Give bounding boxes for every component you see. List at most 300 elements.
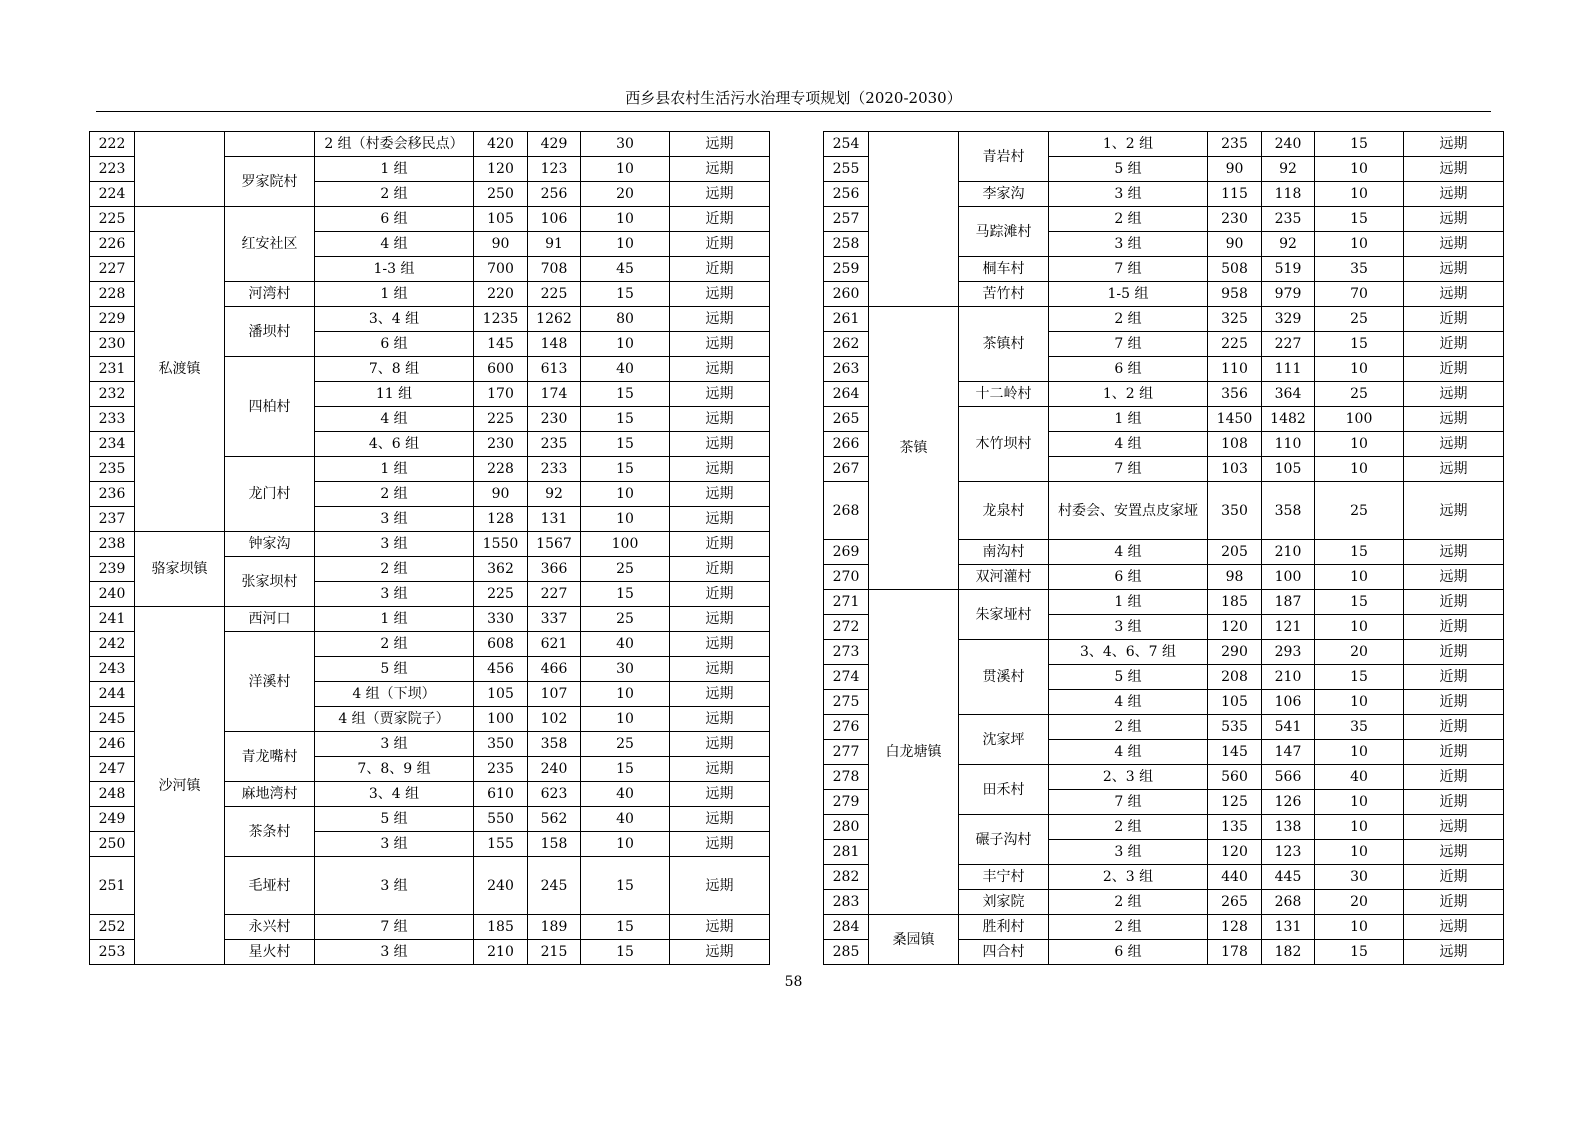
value-c-cell: 30 — [1315, 865, 1404, 890]
row-number-cell: 278 — [824, 765, 869, 790]
value-c-cell: 15 — [581, 407, 670, 432]
value-c-cell: 40 — [581, 782, 670, 807]
value-c-cell: 10 — [1315, 615, 1404, 640]
village-cell: 马踪滩村 — [959, 207, 1049, 257]
group-cell: 2 组 — [315, 482, 474, 507]
group-cell: 4 组（贾家院子） — [315, 707, 474, 732]
value-b-cell: 621 — [528, 632, 581, 657]
group-cell: 11 组 — [315, 382, 474, 407]
row-number-cell: 234 — [90, 432, 135, 457]
value-a-cell: 240 — [474, 857, 528, 915]
village-cell: 丰宁村 — [959, 865, 1049, 890]
value-a-cell: 155 — [474, 832, 528, 857]
value-c-cell: 15 — [581, 582, 670, 607]
town-cell — [135, 132, 225, 207]
value-a-cell: 420 — [474, 132, 528, 157]
village-cell: 苦竹村 — [959, 282, 1049, 307]
row-number-cell: 226 — [90, 232, 135, 257]
row-number-cell: 248 — [90, 782, 135, 807]
period-cell: 远期 — [1404, 257, 1504, 282]
value-c-cell: 10 — [581, 682, 670, 707]
group-cell: 6 组 — [315, 207, 474, 232]
group-cell: 7 组 — [1049, 332, 1208, 357]
group-cell: 4 组 — [315, 232, 474, 257]
village-cell: 李家沟 — [959, 182, 1049, 207]
period-cell: 远期 — [1404, 457, 1504, 482]
village-cell: 毛垭村 — [225, 857, 315, 915]
row-number-cell: 264 — [824, 382, 869, 407]
row-number-cell: 271 — [824, 590, 869, 615]
town-cell: 沙河镇 — [135, 607, 225, 965]
value-c-cell: 10 — [1315, 840, 1404, 865]
value-b-cell: 158 — [528, 832, 581, 857]
row-number-cell: 282 — [824, 865, 869, 890]
village-cell: 桐车村 — [959, 257, 1049, 282]
row-number-cell: 255 — [824, 157, 869, 182]
period-cell: 近期 — [1404, 865, 1504, 890]
village-cell: 田禾村 — [959, 765, 1049, 815]
value-c-cell: 100 — [1315, 407, 1404, 432]
value-b-cell: 111 — [1262, 357, 1315, 382]
row-number-cell: 239 — [90, 557, 135, 582]
row-number-cell: 280 — [824, 815, 869, 840]
group-cell: 4、6 组 — [315, 432, 474, 457]
village-cell: 麻地湾村 — [225, 782, 315, 807]
town-cell: 桑园镇 — [869, 915, 959, 965]
group-cell: 2、3 组 — [1049, 865, 1208, 890]
value-c-cell: 15 — [1315, 540, 1404, 565]
group-cell: 3 组 — [1049, 615, 1208, 640]
value-b-cell: 1482 — [1262, 407, 1315, 432]
period-cell: 远期 — [1404, 157, 1504, 182]
page-number: 58 — [784, 974, 803, 990]
group-cell: 7 组 — [1049, 257, 1208, 282]
period-cell: 远期 — [670, 807, 770, 832]
value-b-cell: 445 — [1262, 865, 1315, 890]
group-cell: 2 组 — [1049, 915, 1208, 940]
period-cell: 远期 — [670, 857, 770, 915]
value-b-cell: 131 — [528, 507, 581, 532]
group-cell: 3 组 — [1049, 840, 1208, 865]
value-c-cell: 15 — [581, 382, 670, 407]
period-cell: 远期 — [670, 357, 770, 382]
value-a-cell: 110 — [1208, 357, 1262, 382]
period-cell: 近期 — [670, 257, 770, 282]
value-a-cell: 225 — [1208, 332, 1262, 357]
value-a-cell: 185 — [1208, 590, 1262, 615]
value-b-cell: 174 — [528, 382, 581, 407]
value-c-cell: 15 — [581, 857, 670, 915]
group-cell: 1 组 — [1049, 590, 1208, 615]
row-number-cell: 265 — [824, 407, 869, 432]
period-cell: 近期 — [1404, 615, 1504, 640]
group-cell: 1-5 组 — [1049, 282, 1208, 307]
row-number-cell: 277 — [824, 740, 869, 765]
value-b-cell: 123 — [528, 157, 581, 182]
value-c-cell: 10 — [581, 332, 670, 357]
group-cell: 7 组 — [1049, 457, 1208, 482]
row-number-cell: 228 — [90, 282, 135, 307]
row-number-cell: 245 — [90, 707, 135, 732]
period-cell: 远期 — [670, 657, 770, 682]
period-cell: 远期 — [670, 607, 770, 632]
group-cell: 3 组 — [315, 507, 474, 532]
value-b-cell: 110 — [1262, 432, 1315, 457]
value-c-cell: 15 — [1315, 590, 1404, 615]
value-a-cell: 120 — [474, 157, 528, 182]
value-c-cell: 35 — [1315, 715, 1404, 740]
period-cell: 远期 — [670, 832, 770, 857]
row-number-cell: 230 — [90, 332, 135, 357]
value-b-cell: 227 — [1262, 332, 1315, 357]
value-b-cell: 240 — [528, 757, 581, 782]
table-row — [824, 132, 1504, 157]
value-b-cell: 1262 — [528, 307, 581, 332]
village-cell: 青龙嘴村 — [225, 732, 315, 782]
group-cell: 4 组 — [1049, 740, 1208, 765]
value-c-cell: 10 — [1315, 432, 1404, 457]
value-b-cell: 92 — [528, 482, 581, 507]
period-cell: 近期 — [1404, 332, 1504, 357]
row-number-cell: 275 — [824, 690, 869, 715]
table-row — [90, 532, 770, 557]
value-b-cell: 708 — [528, 257, 581, 282]
value-a-cell: 125 — [1208, 790, 1262, 815]
group-cell: 3 组 — [1049, 232, 1208, 257]
period-cell: 远期 — [1404, 565, 1504, 590]
value-a-cell: 225 — [474, 407, 528, 432]
row-number-cell: 279 — [824, 790, 869, 815]
value-b-cell: 235 — [528, 432, 581, 457]
value-a-cell: 105 — [474, 682, 528, 707]
value-c-cell: 15 — [581, 915, 670, 940]
value-a-cell: 535 — [1208, 715, 1262, 740]
period-cell: 近期 — [1404, 765, 1504, 790]
value-b-cell: 106 — [1262, 690, 1315, 715]
value-b-cell: 105 — [1262, 457, 1315, 482]
value-a-cell: 325 — [1208, 307, 1262, 332]
group-cell: 2 组 — [315, 632, 474, 657]
value-c-cell: 30 — [581, 657, 670, 682]
group-cell: 3 组 — [315, 532, 474, 557]
group-cell: 5 组 — [1049, 665, 1208, 690]
value-b-cell: 366 — [528, 557, 581, 582]
value-a-cell: 220 — [474, 282, 528, 307]
value-c-cell: 15 — [581, 940, 670, 965]
group-cell: 2 组（村委会移民点） — [315, 132, 474, 157]
town-cell: 骆家坝镇 — [135, 532, 225, 607]
row-number-cell: 261 — [824, 307, 869, 332]
group-cell: 7 组 — [1049, 790, 1208, 815]
table-row — [824, 590, 1504, 615]
value-c-cell: 70 — [1315, 282, 1404, 307]
group-cell: 村委会、安置点皮家垭 — [1049, 482, 1208, 540]
value-a-cell: 600 — [474, 357, 528, 382]
row-number-cell: 223 — [90, 157, 135, 182]
village-cell: 十二岭村 — [959, 382, 1049, 407]
left-data-table — [89, 131, 770, 965]
value-b-cell: 147 — [1262, 740, 1315, 765]
value-b-cell: 123 — [1262, 840, 1315, 865]
period-cell: 远期 — [670, 432, 770, 457]
value-a-cell: 120 — [1208, 840, 1262, 865]
village-cell: 红安社区 — [225, 207, 315, 282]
row-number-cell: 263 — [824, 357, 869, 382]
period-cell: 远期 — [670, 182, 770, 207]
value-a-cell: 230 — [474, 432, 528, 457]
group-cell: 7 组 — [315, 915, 474, 940]
row-number-cell: 251 — [90, 857, 135, 915]
value-a-cell: 362 — [474, 557, 528, 582]
value-a-cell: 350 — [474, 732, 528, 757]
row-number-cell: 231 — [90, 357, 135, 382]
period-cell: 远期 — [1404, 382, 1504, 407]
town-cell: 茶镇 — [869, 307, 959, 590]
village-cell: 贯溪村 — [959, 640, 1049, 715]
row-number-cell: 225 — [90, 207, 135, 232]
group-cell: 2 组 — [1049, 815, 1208, 840]
village-cell: 四柏村 — [225, 357, 315, 457]
value-a-cell: 1550 — [474, 532, 528, 557]
period-cell: 远期 — [1404, 815, 1504, 840]
value-b-cell: 148 — [528, 332, 581, 357]
value-b-cell: 566 — [1262, 765, 1315, 790]
header-rule — [96, 111, 1491, 112]
value-a-cell: 170 — [474, 382, 528, 407]
row-number-cell: 254 — [824, 132, 869, 157]
value-c-cell: 10 — [1315, 915, 1404, 940]
value-a-cell: 90 — [474, 482, 528, 507]
period-cell: 远期 — [1404, 207, 1504, 232]
group-cell: 1、2 组 — [1049, 132, 1208, 157]
value-b-cell: 293 — [1262, 640, 1315, 665]
value-c-cell: 100 — [581, 532, 670, 557]
value-c-cell: 35 — [1315, 257, 1404, 282]
row-number-cell: 232 — [90, 382, 135, 407]
period-cell: 远期 — [670, 732, 770, 757]
value-c-cell: 20 — [1315, 640, 1404, 665]
row-number-cell: 244 — [90, 682, 135, 707]
village-cell: 南沟村 — [959, 540, 1049, 565]
village-cell: 西河口 — [225, 607, 315, 632]
period-cell: 远期 — [670, 457, 770, 482]
value-c-cell: 10 — [581, 207, 670, 232]
value-a-cell: 330 — [474, 607, 528, 632]
value-c-cell: 20 — [1315, 890, 1404, 915]
group-cell: 3 组 — [315, 732, 474, 757]
value-c-cell: 25 — [581, 557, 670, 582]
value-a-cell: 98 — [1208, 565, 1262, 590]
value-c-cell: 10 — [1315, 565, 1404, 590]
row-number-cell: 259 — [824, 257, 869, 282]
row-number-cell: 274 — [824, 665, 869, 690]
village-cell: 朱家垭村 — [959, 590, 1049, 640]
value-a-cell: 958 — [1208, 282, 1262, 307]
value-c-cell: 25 — [1315, 382, 1404, 407]
period-cell: 远期 — [670, 307, 770, 332]
period-cell: 远期 — [670, 132, 770, 157]
row-number-cell: 247 — [90, 757, 135, 782]
value-a-cell: 105 — [1208, 690, 1262, 715]
group-cell: 3 组 — [315, 940, 474, 965]
value-b-cell: 107 — [528, 682, 581, 707]
row-number-cell: 246 — [90, 732, 135, 757]
value-b-cell: 562 — [528, 807, 581, 832]
row-number-cell: 267 — [824, 457, 869, 482]
row-number-cell: 252 — [90, 915, 135, 940]
row-number-cell: 237 — [90, 507, 135, 532]
village-cell: 碾子沟村 — [959, 815, 1049, 865]
page-header-title: 西乡县农村生活污水治理专项规划（2020-2030） — [625, 89, 962, 107]
value-a-cell: 1450 — [1208, 407, 1262, 432]
value-b-cell: 466 — [528, 657, 581, 682]
value-a-cell: 250 — [474, 182, 528, 207]
period-cell: 近期 — [1404, 357, 1504, 382]
group-cell: 2 组 — [1049, 307, 1208, 332]
value-c-cell: 10 — [581, 157, 670, 182]
value-a-cell: 235 — [1208, 132, 1262, 157]
value-c-cell: 10 — [1315, 690, 1404, 715]
period-cell: 远期 — [670, 482, 770, 507]
row-number-cell: 236 — [90, 482, 135, 507]
period-cell: 远期 — [670, 707, 770, 732]
village-cell: 永兴村 — [225, 915, 315, 940]
value-a-cell: 550 — [474, 807, 528, 832]
group-cell: 1、2 组 — [1049, 382, 1208, 407]
value-c-cell: 40 — [1315, 765, 1404, 790]
value-c-cell: 40 — [581, 357, 670, 382]
row-number-cell: 273 — [824, 640, 869, 665]
row-number-cell: 224 — [90, 182, 135, 207]
value-c-cell: 15 — [581, 432, 670, 457]
town-cell: 私渡镇 — [135, 207, 225, 532]
row-number-cell: 276 — [824, 715, 869, 740]
row-number-cell: 227 — [90, 257, 135, 282]
value-a-cell: 120 — [1208, 615, 1262, 640]
village-cell: 钟家沟 — [225, 532, 315, 557]
value-c-cell: 15 — [581, 757, 670, 782]
value-b-cell: 235 — [1262, 207, 1315, 232]
row-number-cell: 243 — [90, 657, 135, 682]
value-c-cell: 30 — [581, 132, 670, 157]
group-cell: 1 组 — [315, 457, 474, 482]
value-b-cell: 979 — [1262, 282, 1315, 307]
table-row — [824, 307, 1504, 332]
table-row — [90, 132, 770, 157]
group-cell: 5 组 — [315, 807, 474, 832]
value-b-cell: 613 — [528, 357, 581, 382]
period-cell: 远期 — [670, 682, 770, 707]
row-number-cell: 233 — [90, 407, 135, 432]
group-cell: 1 组 — [315, 282, 474, 307]
right-data-table — [823, 131, 1504, 965]
value-b-cell: 541 — [1262, 715, 1315, 740]
value-c-cell: 15 — [1315, 132, 1404, 157]
value-b-cell: 102 — [528, 707, 581, 732]
value-c-cell: 15 — [1315, 332, 1404, 357]
period-cell: 远期 — [670, 915, 770, 940]
value-b-cell: 106 — [528, 207, 581, 232]
village-cell: 茶镇村 — [959, 307, 1049, 382]
row-number-cell: 269 — [824, 540, 869, 565]
row-number-cell: 260 — [824, 282, 869, 307]
row-number-cell: 281 — [824, 840, 869, 865]
group-cell: 1 组 — [1049, 407, 1208, 432]
value-c-cell: 40 — [581, 807, 670, 832]
village-cell: 龙泉村 — [959, 482, 1049, 540]
value-a-cell: 440 — [1208, 865, 1262, 890]
row-number-cell: 229 — [90, 307, 135, 332]
village-cell: 沈家坪 — [959, 715, 1049, 765]
period-cell: 远期 — [670, 382, 770, 407]
row-number-cell: 250 — [90, 832, 135, 857]
period-cell: 远期 — [1404, 840, 1504, 865]
value-b-cell: 233 — [528, 457, 581, 482]
row-number-cell: 283 — [824, 890, 869, 915]
value-a-cell: 90 — [1208, 157, 1262, 182]
value-a-cell: 456 — [474, 657, 528, 682]
value-a-cell: 208 — [1208, 665, 1262, 690]
value-a-cell: 105 — [474, 207, 528, 232]
value-b-cell: 131 — [1262, 915, 1315, 940]
group-cell: 2 组 — [1049, 890, 1208, 915]
value-a-cell: 350 — [1208, 482, 1262, 540]
town-cell: 白龙塘镇 — [869, 590, 959, 915]
village-cell: 青岩村 — [959, 132, 1049, 182]
group-cell: 7、8 组 — [315, 357, 474, 382]
group-cell: 3 组 — [1049, 182, 1208, 207]
value-a-cell: 128 — [474, 507, 528, 532]
value-b-cell: 230 — [528, 407, 581, 432]
group-cell: 1 组 — [315, 607, 474, 632]
row-number-cell: 240 — [90, 582, 135, 607]
period-cell: 远期 — [670, 632, 770, 657]
value-a-cell: 230 — [1208, 207, 1262, 232]
value-b-cell: 329 — [1262, 307, 1315, 332]
group-cell: 4 组（下坝） — [315, 682, 474, 707]
row-number-cell: 257 — [824, 207, 869, 232]
value-a-cell: 145 — [1208, 740, 1262, 765]
value-a-cell: 508 — [1208, 257, 1262, 282]
value-b-cell: 100 — [1262, 565, 1315, 590]
village-cell: 四合村 — [959, 940, 1049, 965]
value-a-cell: 145 — [474, 332, 528, 357]
village-cell: 刘家院 — [959, 890, 1049, 915]
value-c-cell: 10 — [581, 507, 670, 532]
period-cell: 远期 — [1404, 182, 1504, 207]
value-b-cell: 337 — [528, 607, 581, 632]
group-cell: 2、3 组 — [1049, 765, 1208, 790]
row-number-cell: 249 — [90, 807, 135, 832]
table-row — [90, 607, 770, 632]
value-b-cell: 138 — [1262, 815, 1315, 840]
value-c-cell: 40 — [581, 632, 670, 657]
value-c-cell: 10 — [1315, 157, 1404, 182]
value-c-cell: 10 — [581, 832, 670, 857]
village-cell: 茶条村 — [225, 807, 315, 857]
group-cell: 2 组 — [315, 557, 474, 582]
row-number-cell: 258 — [824, 232, 869, 257]
period-cell: 近期 — [1404, 715, 1504, 740]
period-cell: 远期 — [1404, 282, 1504, 307]
value-c-cell: 25 — [1315, 482, 1404, 540]
period-cell: 近期 — [1404, 640, 1504, 665]
period-cell: 远期 — [670, 757, 770, 782]
value-b-cell: 210 — [1262, 665, 1315, 690]
group-cell: 2 组 — [1049, 715, 1208, 740]
table-row — [90, 207, 770, 232]
row-number-cell: 272 — [824, 615, 869, 640]
